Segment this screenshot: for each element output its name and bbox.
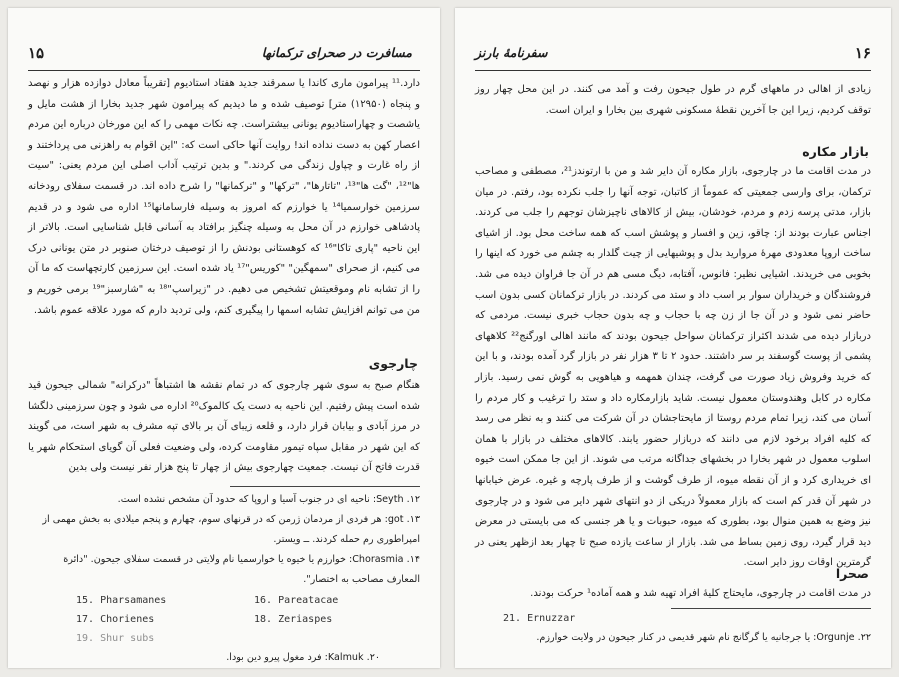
right-page [455, 8, 891, 668]
left-footnotes [28, 490, 420, 590]
left-header-rule [28, 70, 420, 71]
right-section-text-desert [475, 584, 871, 606]
right-header-rule [475, 70, 871, 71]
footnote-19: 19. Shur subs [76, 633, 155, 644]
right-section-heading-desert: صحرا [835, 566, 869, 581]
footnote-18: 18. Zeriaspes [254, 614, 333, 625]
desert-paragraph: در مدت اقامت در چارجوی، مایحتاج کلیهٔ افراد تهیه شد و همه آماده¹ حرکت بودند. [530, 588, 871, 599]
left-page-number: ۱۵ [28, 44, 45, 62]
right-running-title: سفرنامهٔ بارنز [475, 45, 548, 60]
left-header [28, 44, 420, 66]
left-section-heading: چارجوی [368, 356, 418, 371]
right-footnotes [475, 628, 871, 648]
footnote-22: ۲۲. Orgunje: یا جرجانیه یا گرگانج نام شهر قدیمی در کنار جیحون در ولایت خوارزم. [536, 632, 871, 643]
right-header [475, 44, 871, 66]
left-footnote-rule [230, 486, 420, 487]
left-main-text [28, 74, 420, 334]
footnote-17: 17. Chorienes [76, 614, 155, 625]
bazaar-paragraph: در مدت اقامت ما در چارجوی، بازار مکاره آن دایر شد و من با ارتوندز²¹، مصطفی و مصاحب ترکمان، برای وارسی جمعیتی که عموماً از کاتبان، توجه آنها را جلب نکرده بود، رفتم. در میان بازار، مدتی پرسه زدم و مردم، خودشان، بیش از کالاهای ناچیزشان توجهم را جلب می کردند. اجناس عبارت بودند از: چاقو، زین و افسار و پوشش اسب که همه ساخت محل بود. از اشیای ساخت اروپا معدودی مهرهٔ مروارید بدل و پوشیهایی از چیت گلدار به چشم می خورد که اینها را بخوبی می خریدند. اشیایی نظیر: فانوس، آفتابه، دیگ مسی هم در آن جا فراوان دیده می شد. فروشندگان و خریداران سوار بر اسب داد و ستد می کردند. در بازار ترکمانان کسی بدون اسب حاضر نمی شود و در آن جا از زن چه با حجاب و چه بدون حجاب خبری نیست. مردمی که دربازار دیده می شدند اکثراز ترکمانان سواحل جیحون بودند که مانند اهالی اورگنج²² کلاههای پشمی از پوست گوسفند بر سر داشتند. حدود ۲ تا ۳ هزار نفر در بازار گرد آمده بودند، و با این که خرید وفروش زیاد صورت می گرفت، چندان همهمه و هیاهویی به گوش نمی رسید. بازار مکاره در کابل وهندوستان معمول نیست. شاید بازارمکاره داد و ستد را ترغیب و کار مردم را آسان می کند، زیرا تمام مردم روستا از مایحتاجشان در آن شرکت می کنند و به نظر می رسد که کلیه افراد برخود لازم می دانند که دربازار حضور یابند. کالاهای مختلف در بازار با همان اسلوب معمول در شهر بخارا در بخشهای جداگانه مرتب می شوند. از این جا ممکن است خیوه ای خریداری کرد و از آن نقطه میوه، از طرف گوشت و از طرف پارچه و غیره. عرض خیابانها در شهر آن قدر کم است که بازار معمولاً دریکی از دو انتهای شهر دایر می شود و در چارجوی نیز وضع به همین منوال بود، بطوری که میوه، حبوبات و یا هر جنسی که می بایستی در معرض دید قرار گیرد، روی زمین بساط می شد. بازار از ساعت یازده صبح تا چهار بعد ازظهر یعنی در گرمترین اوقات روز دایر است. [475, 166, 872, 569]
left-page [8, 8, 440, 668]
footnote-21: 21. Ernuzzar [503, 613, 576, 624]
footnote-15: 15. Pharsamanes [76, 595, 167, 606]
right-footnote-rule [671, 608, 871, 609]
right-section-text-bazaar [475, 162, 872, 569]
right-intro-paragraph: زیادی از اهالی در ماههای گرم در طول جیحون رفت و آمد می کنند. در این محل چهار روز توقف کردیم، زیرا این جا آخرین نقطهٔ مسکونی شهری بین بخارا و ایران است. [475, 84, 871, 116]
left-section-paragraph: هنگام صبح به سوی شهر چارجوی که در تمام نقشه ها اشتباهاً "درکرانه" شمالی جیحون قید شده است پیش رفتیم. این ناحیه به دست یک کالموک²⁰ اداره می شود و چون سرزمینی دلگشا در مرز آبادی و بیابان قرار دارد، و قلعه زیبای آن بر بالای تپه مشرف به شهر است، می گویند که این شهر در مقابل سپاه تیمور مقاومت کرده، ولی وضعیت فعلی آن گویای استحکام شهر یا قدرت فاتح آن نیست. جمعیت چهارجوی بیش از چهار تا پنج هزار نفر نیست ولی بدین [28, 380, 420, 474]
left-section-text [28, 376, 420, 480]
right-intro-text [475, 80, 871, 124]
left-footnote-20 [28, 648, 380, 668]
left-running-title: مسافرت در صحرای ترکمانها [261, 45, 412, 60]
footnote-14: ۱۴. Chorasmia: خوارزم یا خیوه یا خوارسمیا نام ولایتی در قسمت سفلای جیحون. "دائرة المعارف مصاحب به اختصار". [63, 554, 420, 585]
footnote-12: ۱۲. Seyth: ناحیه ای در جنوب آسیا و اروپا که حدود آن مشخص نشده است. [117, 494, 420, 505]
footnote-16: 16. Pareatacae [254, 595, 339, 606]
footnote-13: ۱۳. got: هر فردی از مردمان ژرمن که در قرنهای سوم، چهارم و پنجم میلادی به بخش مهمی از امپراطوری رم حمله کردند. ــ ویستر. [42, 514, 420, 545]
right-page-number: ۱۶ [854, 44, 871, 62]
right-section-heading-bazaar: بازار مکاره [802, 144, 869, 159]
footnote-20: ۲۰. Kalmuk: فرد مغول پیرو دین بودا. [226, 652, 380, 663]
left-paragraph: دارد.¹¹ پیرامون ماری کاندا یا سمرقند جدید هفتاد استادیوم [تقریباً معادل دوازده هزار و نهصد و پنجاه (۱۲۹۵۰) متر] توصیف شده و ما دیدیم که پیرامون شهر جدید بخارا از هشت مایل و یاشصت و چهاراستادیوم یونانی بیشتراست. چه نکات مهمی را که این مورخان درباره این مردم اعصار کهن به دست نداده اند! روایت آنها حاکی است که: "این اقوام به راهزنی می پرداختند و از راه غارت و چپاول زندگی می کردند." و بدین ترتیب آداب اصلی این مردم یعنی: "سیت ها"¹²، "گت ها"¹³، "تاتارها"، "ترکها" و "ترکمانها" را شرح داده اند. در قسمت سفلای رودخانه سرزمین خوارسمیا¹⁴ یا خوارزم که امروز به وسیله فارسامانها¹⁵ اداره می شود و در قدیم پادشاهی خوارزم در آن محل به وسیله چنگیز برافتاد به آسانی قابل شناسایی است. بالاتر از این ناحیه "پاری تاکا"¹⁶ که کوهستانی بودنش را از توصیف درختان صنوبر در متن یونانی درک می کنیم، از صحرای "سمهگین" "کوریس"¹⁷ یاد شده است. این سرزمین کارتچهاست که ما آن را از تشابه نام وموقعیتش تشخیص می دهیم. در "زیراسپ"¹⁸ به "شارسبز"¹⁹ برمی خوریم و من می توانم افزایش تشابه اسمها را پیگیری کنم، ولی تردید دارم که مورد علاقه عموم باشد. [28, 78, 421, 316]
